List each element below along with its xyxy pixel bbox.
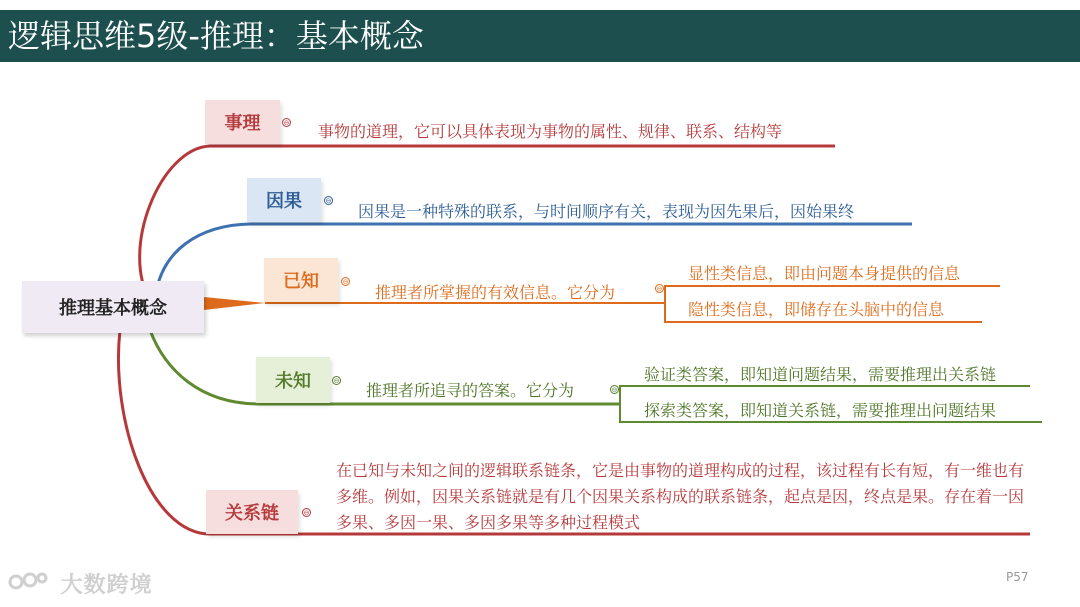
desc-guanxi: 在已知与未知之间的逻辑联系链条，它是由事物的道理构成的过程，该过程有长有短，有一维也有多维。例如，因果关系链就是有几个因果关系构成的联系链条，起点是因，终点是果。存在着一因多果、多因一果、多因多果等多种过程模式 bbox=[336, 461, 1025, 532]
node-weizhi[interactable]: 未知 bbox=[256, 357, 330, 403]
collapse-icon[interactable]: ⊖ bbox=[333, 377, 340, 385]
collapse-icon[interactable]: ⊖ bbox=[342, 278, 349, 286]
desc-yinguo: 因果是一种特殊的联系，与时间顺序有关，表现为因先果后，因始果终 bbox=[358, 202, 855, 221]
watermark-text: 大数跨境 bbox=[60, 573, 153, 598]
collapse-icon[interactable]: ⊖ bbox=[303, 509, 310, 517]
node-yinguo[interactable]: 因果 bbox=[247, 178, 321, 222]
page-title: 逻辑思维5级-推理：基本概念 bbox=[8, 17, 424, 55]
desc-shili: 事物的道理，它可以具体表现为事物的属性、规律、联系、结构等 bbox=[318, 122, 783, 141]
desc-weizhi-sub-1: 验证类答案，即知道问题结果，需要推理出关系链 bbox=[644, 365, 997, 384]
collapse-icon[interactable]: ⊖ bbox=[656, 285, 663, 293]
collapse-icon[interactable]: ⊖ bbox=[325, 197, 332, 205]
node-shili[interactable]: 事理 bbox=[205, 100, 280, 144]
collapse-icon[interactable]: ⊖ bbox=[283, 119, 290, 127]
page-number: P57 bbox=[1006, 570, 1029, 584]
desc-weizhi-sub-2: 探索类答案，即知道关系链，需要推理出问题结果 bbox=[644, 401, 997, 420]
central-node[interactable]: 推理基本概念 bbox=[22, 281, 204, 333]
desc-yizhi-sub-1: 显性类信息，即由问题本身提供的信息 bbox=[688, 264, 961, 283]
node-yizhi[interactable]: 已知 bbox=[264, 258, 338, 302]
desc-weizhi: 推理者所追寻的答案。它分为 bbox=[366, 381, 575, 400]
desc-yizhi-sub-2: 隐性类信息，即储存在头脑中的信息 bbox=[688, 300, 945, 319]
watermark bbox=[8, 568, 153, 599]
logo-icon bbox=[8, 570, 48, 598]
node-guanxi[interactable]: 关系链 bbox=[206, 490, 298, 534]
desc-yizhi: 推理者所掌握的有效信息。它分为 bbox=[375, 283, 616, 302]
collapse-icon[interactable]: ⊖ bbox=[611, 386, 618, 394]
connector-yizhi-wedge bbox=[204, 297, 265, 310]
